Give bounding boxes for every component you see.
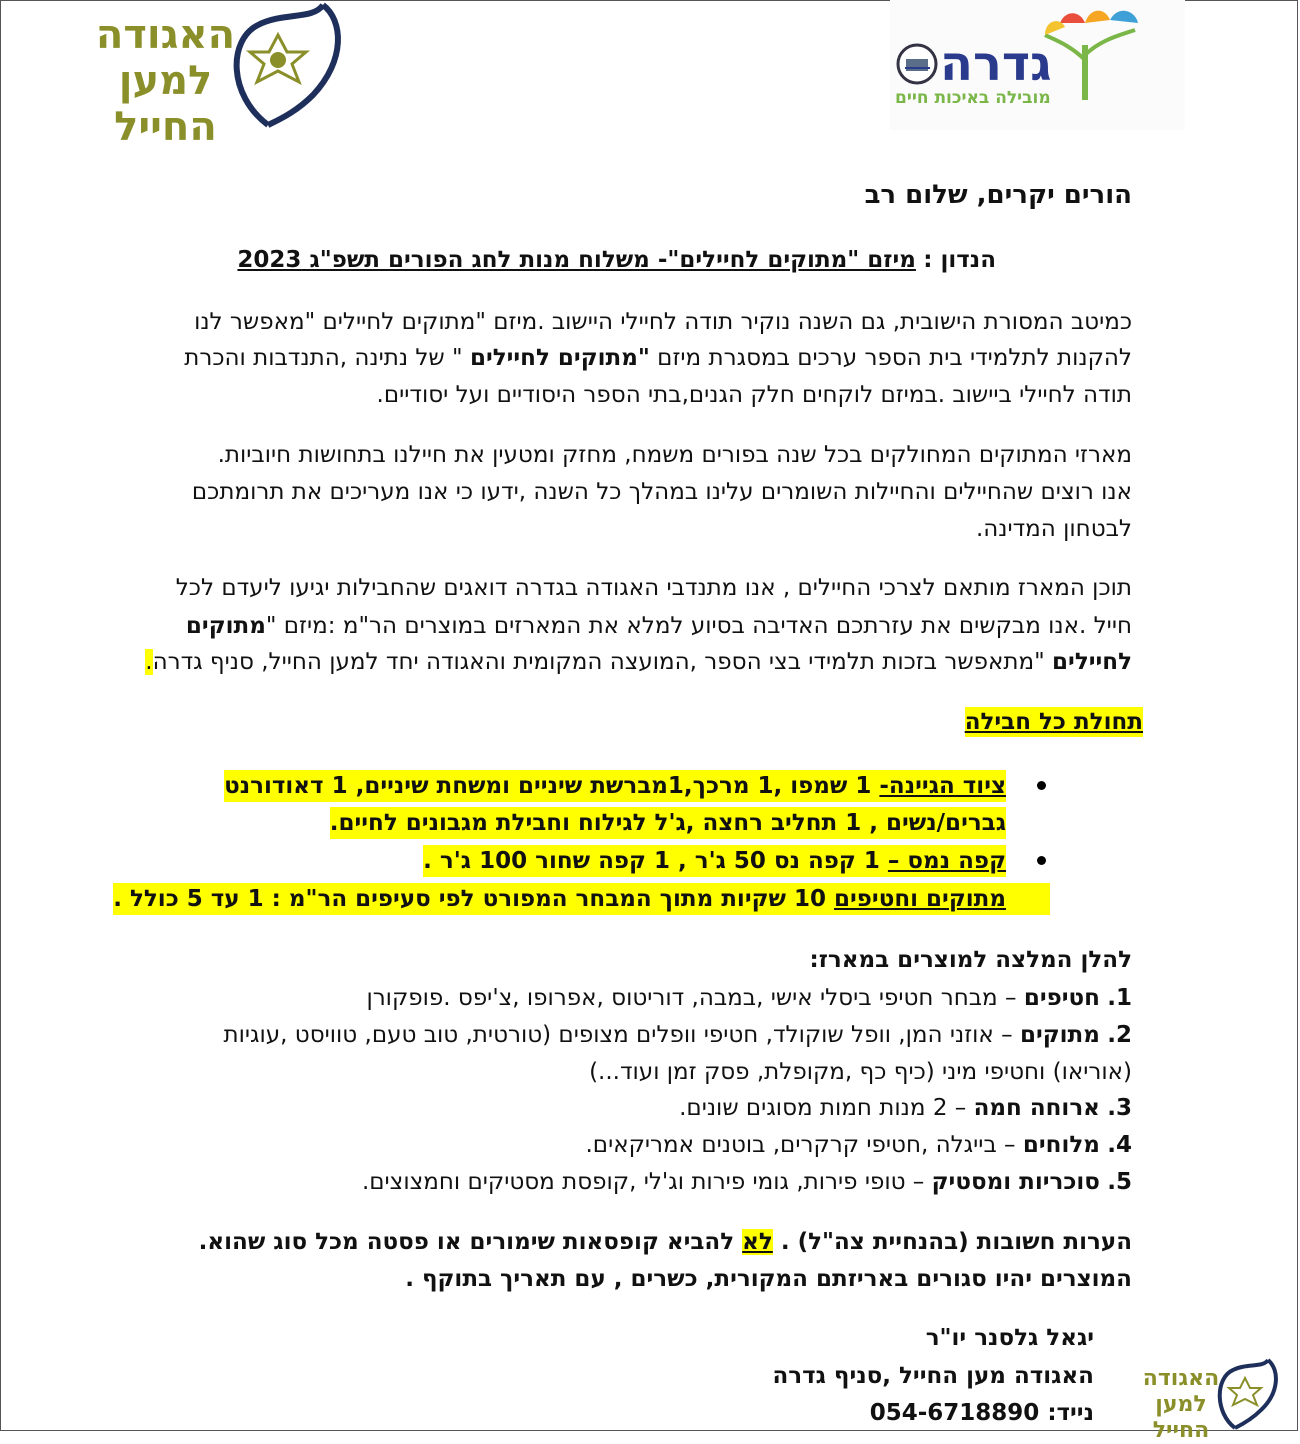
paragraph1-line2-bold: "מתוקים לחיילים	[469, 345, 650, 371]
paragraph3-line3-end: .	[145, 649, 153, 675]
package-item-hygiene-line2: גברים/נשים , 1 תחליב רחצה ,ג'ל לגילוח וחבילת מגבונים לחיים.	[330, 807, 1006, 839]
paragraph3-line3	[145, 647, 1132, 677]
package-item-snacks	[113, 883, 1050, 915]
notes-line1-b: להביא קופסאות שימורים או פסטה מכל סוג שהוא.	[198, 1229, 743, 1255]
greeting: הורים יקרים, שלום רב	[864, 180, 1132, 210]
gedera-seal-icon	[895, 42, 940, 87]
gedera-logo	[890, 0, 1185, 130]
package-title: תחולת כל חבילה	[964, 709, 1143, 735]
bullet-icon	[1037, 781, 1046, 790]
paragraph1-line1: כמיטב המסורת הישובית, גם השנה נוקיר תודה לחיילי היישוב .מיזם "מתוקים לחיילים "מאפשר לנו	[194, 309, 1132, 335]
recommend-item-text: – 2 מנות חמות מסוגים שונים.	[679, 1095, 974, 1121]
recommend-item-name: מתוקים	[1019, 1022, 1100, 1048]
paragraph3-line2	[186, 611, 1132, 641]
package-item-snacks-text: 10 שקיות מתוך המבחר המפורט לפי סעיפים הר"מ : 1 עד 5 כולל .	[113, 886, 835, 912]
subject-line	[237, 245, 996, 275]
recommend-item-number: 2.	[1107, 1022, 1132, 1048]
subject-text: מיזם "מתוקים לחיילים"- משלוח מנות לחג הפורים תשפ"ג 2023	[237, 247, 916, 273]
package-item-coffee-head: קפה נמס –	[887, 848, 1006, 874]
recommend-title: להלן המלצה למוצרים במארז:	[809, 947, 1132, 973]
recommend-item-continuation: (אוריאו) וחטיפי מיני (כיף כף ,מקופלת, פסק זמן ועוד...)	[589, 1059, 1132, 1085]
agudah-logo-top-text: האגודה למען החייל	[95, 12, 236, 150]
recommend-item-name: סוכריות ומסטיק	[931, 1169, 1100, 1195]
paragraph3-line2-a: חייל .אנו מבקשים את עזרתכם האדיבה בסיוע למלא את המארזים במוצרים הר"מ :מיזם "	[265, 613, 1132, 639]
package-item-coffee-text: 1 קפה נס 50 ג'ר , 1 קפה שחור 100 ג'ר .	[423, 848, 888, 874]
signature-org: האגודה מען החייל ,סניף גדרה	[772, 1363, 1094, 1389]
paragraph2-line2: אנו רוצים שהחיילים והחיילות השומרים עלינו במהלך כל השנה ,ידעו כי אנו מעריכים את תרומתכם	[191, 479, 1132, 505]
recommend-item-text: – בייגלה ,חטיפי קרקרים, בוטנים אמריקאים.	[585, 1132, 1023, 1158]
recommend-item-number: 4.	[1107, 1132, 1132, 1158]
signature-name: יגאל גלסנר יו"ר	[925, 1325, 1094, 1351]
agudah-logo-bottom-text: האגודה למען החייל	[1142, 1366, 1220, 1443]
package-item-snacks-head: מתוקים וחטיפים	[834, 886, 1006, 912]
recommend-item-text: – טופי פירות, גומי פירות וג'לי ,קופסת מסטיקים וחמצוצים.	[361, 1169, 932, 1195]
paragraph2-line1: מארזי המתוקים המחולקים בכל שנה בפורים משמח, מחזק ומטעין את חיילנו בתחושות חיוביות.	[217, 442, 1132, 468]
signature-phone-label: נייד:	[1047, 1400, 1094, 1426]
recommend-item-name: ארוחה חמה	[973, 1095, 1100, 1121]
paragraph1-line2-a: להקנות לתלמידי בית הספר ערכים במסגרת מיזם	[649, 345, 1132, 371]
recommend-item-number: 5.	[1107, 1169, 1132, 1195]
paragraph2-line3: לבטחון המדינה.	[975, 516, 1132, 542]
recommend-item	[362, 1167, 1132, 1197]
recommend-item-text: – מבחר חטיפי ביסלי אישי ,במבה, דוריטוס ,אפרופו ,צ'יפס .פופקורן	[366, 985, 1024, 1011]
gedera-name: גדרה	[940, 36, 1052, 92]
package-item-hygiene-head: ציוד הגיינה-	[879, 773, 1006, 799]
recommend-item	[223, 1020, 1132, 1050]
recommend-item-text: – אוזני המן, וופל שוקולד, חטיפי וופלים מצופים (טורטית, טוב טעם, טוויסט ,עוגיות	[223, 1022, 1020, 1048]
paragraph3-line1: תוכן המארז מותאם לצרכי החיילים , אנו מתנדבי האגודה בגדרה דואגים שהחבילות יגיעו ליעדם לכל	[175, 575, 1132, 601]
package-item-hygiene-text: 1 שמפו ,1 מרכך,1מברשת שיניים ומשחת שיניים, 1 דאודורנט	[224, 773, 880, 799]
recommend-item-number: 1.	[1107, 985, 1132, 1011]
paragraph1-line3: תודה לחיילי ביישוב .במיזם לוקחים חלק הגנים,בתי הספר היסודיים ועל יסודיים.	[376, 382, 1132, 408]
package-item-coffee	[423, 845, 1006, 877]
notes-line1-a: הערות חשובות (בהנחיית צה"ל) .	[772, 1229, 1132, 1255]
paragraph3-line3-bold: לחיילים	[1052, 649, 1132, 675]
gedera-sprout-icon	[1040, 5, 1140, 100]
signature-phone: 054-6718890	[869, 1400, 1040, 1426]
recommend-item	[679, 1093, 1132, 1123]
gedera-slogan: מובילה באיכות חיים	[895, 88, 1051, 108]
agudah-logo-top	[78, 0, 348, 150]
recommend-item	[366, 983, 1132, 1013]
paragraph1-line2-b: " של נתינה ,התנדבות והכרת	[184, 345, 470, 371]
package-item-hygiene-line1	[224, 770, 1006, 802]
recommend-item-number: 3.	[1107, 1095, 1132, 1121]
bullet-icon	[1037, 856, 1046, 865]
paragraph3-line3-a: "מתאפשר בזכות תלמידי בצי הספר ,המועצה המקומית והאגודה יחד למען החייל, סניף גדרה	[152, 649, 1053, 675]
paragraph3-line2-bold: מתוקים	[185, 613, 266, 639]
signature-phone-line	[870, 1398, 1094, 1428]
recommend-item-name: חטיפים	[1023, 985, 1100, 1011]
subject-prefix: הנדון :	[923, 247, 996, 273]
notes-line2: המוצרים יהיו סגורים באריזתם המקורית, כשרים , עם תאריך בתוקף .	[405, 1266, 1132, 1292]
agudah-logo-bottom	[1135, 1358, 1280, 1443]
recommend-item	[586, 1130, 1133, 1160]
notes-line1	[199, 1227, 1132, 1257]
paragraph1-line2	[184, 343, 1132, 373]
recommend-item-name: מלוחים	[1022, 1132, 1100, 1158]
notes-line1-no: לא	[742, 1229, 773, 1255]
